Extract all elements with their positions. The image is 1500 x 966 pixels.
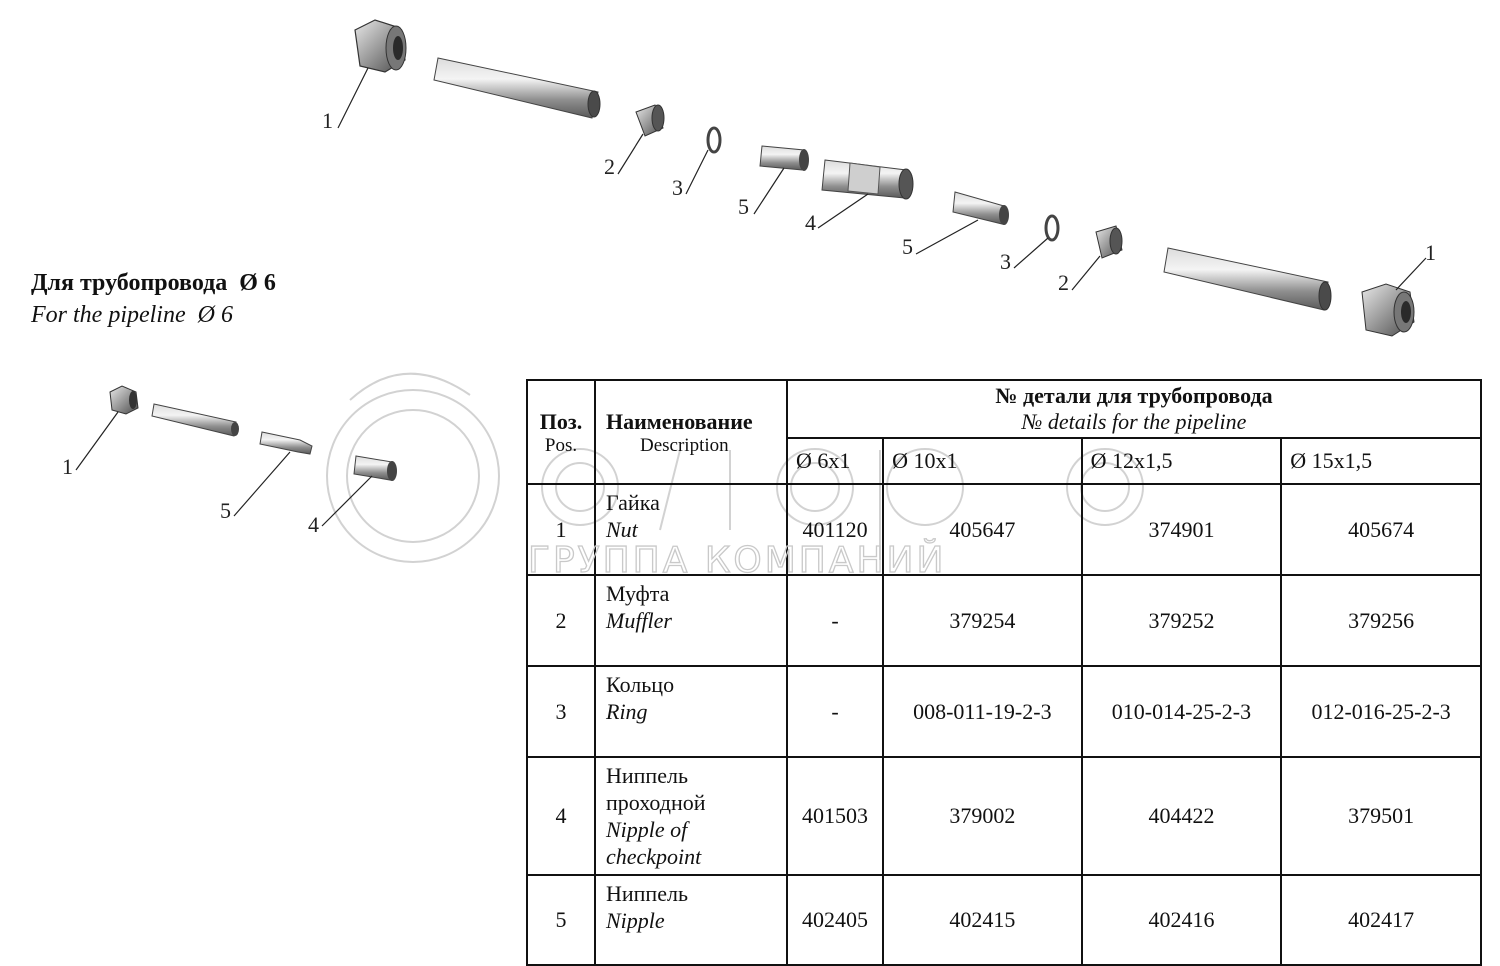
pos-cell: 5 xyxy=(527,875,595,965)
pos-header-en: Pos. xyxy=(544,435,578,456)
desc-header xyxy=(595,380,787,484)
callout-label: 4 xyxy=(308,512,319,537)
pipeline-title-ru: Для трубопровода Ø 6 xyxy=(31,270,276,296)
table-row xyxy=(527,875,1481,965)
callout-label: 5 xyxy=(738,194,749,219)
part-number-cell: 379002 xyxy=(883,757,1082,875)
desc-en: Nut xyxy=(606,517,638,542)
part-number-cell: 379252 xyxy=(1082,575,1282,666)
callout-label: 3 xyxy=(672,175,683,200)
part-number-cell: 405647 xyxy=(883,484,1082,575)
desc-ru: Гайка xyxy=(606,490,660,515)
checkpoint-nipple-part xyxy=(822,160,913,199)
part-number-cell: - xyxy=(787,575,883,666)
desc-en: Nipple of checkpoint xyxy=(606,817,702,869)
ring-part xyxy=(1046,216,1058,240)
ring-part xyxy=(708,128,720,152)
pos-cell: 1 xyxy=(527,484,595,575)
diameter-header: Ø 12x1,5 xyxy=(1082,438,1282,484)
muffler-part xyxy=(636,105,664,136)
pos-cell: 4 xyxy=(527,757,595,875)
desc-ru: Ниппель xyxy=(606,881,688,906)
watermark-tagline: ГРУППА КОМПАНИЙ xyxy=(528,540,947,581)
nut-part xyxy=(1362,284,1414,336)
part-number-cell: 402405 xyxy=(787,875,883,965)
desc-header-ru: Наименование xyxy=(606,409,753,434)
desc-en: Nipple xyxy=(606,908,665,933)
pos-header xyxy=(527,380,595,484)
muffler-part xyxy=(1096,226,1122,258)
desc-ru: Кольцо xyxy=(606,672,675,697)
callout-label: 2 xyxy=(604,154,615,179)
callout-label: 1 xyxy=(62,454,73,479)
part-number-cell: 379256 xyxy=(1281,575,1481,666)
callouts-top xyxy=(322,108,1436,295)
diameter-header: Ø 15x1,5 xyxy=(1281,438,1481,484)
callout-label: 1 xyxy=(1425,240,1436,265)
pipe-part-small xyxy=(152,404,239,436)
nipple-part-small xyxy=(260,432,312,454)
diameter-header: Ø 6x1 xyxy=(787,438,883,484)
callout-label: 5 xyxy=(902,234,913,259)
callout-label: 4 xyxy=(805,210,816,235)
part-number-cell: - xyxy=(787,666,883,757)
part-number-cell: 401503 xyxy=(787,757,883,875)
parts-table xyxy=(526,379,1482,966)
callout-label: 5 xyxy=(220,498,231,523)
desc-cell xyxy=(595,666,787,757)
desc-cell xyxy=(595,875,787,965)
desc-ru: Муфта xyxy=(606,581,670,606)
nut-part xyxy=(355,20,406,72)
part-number-cell: 405674 xyxy=(1281,484,1481,575)
callout-label: 2 xyxy=(1058,270,1069,295)
diameter-header: Ø 10x1 xyxy=(883,438,1082,484)
pos-header-ru: Поз. xyxy=(539,409,583,434)
desc-ru: Ниппель проходной xyxy=(606,763,706,815)
nipple-part xyxy=(760,146,809,171)
table-row xyxy=(527,575,1481,666)
pipe-part xyxy=(1164,248,1331,310)
group-header-ru: № детали для трубопровода xyxy=(995,383,1273,408)
part-number-cell: 404422 xyxy=(1082,757,1282,875)
part-number-cell: 401120 xyxy=(787,484,883,575)
pipeline-title-en: For the pipeline Ø 6 xyxy=(31,302,233,328)
table-row xyxy=(527,757,1481,875)
group-header-en: № details for the pipeline xyxy=(1021,409,1247,434)
group-header xyxy=(787,380,1481,438)
callout-label: 1 xyxy=(322,108,333,133)
desc-cell xyxy=(595,575,787,666)
pos-cell: 3 xyxy=(527,666,595,757)
part-number-cell: 402415 xyxy=(883,875,1082,965)
desc-cell xyxy=(595,757,787,875)
nipple-part xyxy=(953,192,1009,225)
pipe-part xyxy=(434,58,600,118)
desc-header-en: Description xyxy=(640,435,729,456)
callout-label: 3 xyxy=(1000,249,1011,274)
checkpoint-nipple-part-small xyxy=(354,456,397,481)
table-header-row xyxy=(527,380,1481,438)
pos-cell: 2 xyxy=(527,575,595,666)
part-number-cell: 010-014-25-2-3 xyxy=(1082,666,1282,757)
table-row xyxy=(527,666,1481,757)
part-number-cell: 012-016-25-2-3 xyxy=(1281,666,1481,757)
part-number-cell: 374901 xyxy=(1082,484,1282,575)
part-number-cell: 008-011-19-2-3 xyxy=(883,666,1082,757)
desc-en: Ring xyxy=(606,699,648,724)
part-number-cell: 402416 xyxy=(1082,875,1282,965)
part-number-cell: 402417 xyxy=(1281,875,1481,965)
callouts-left xyxy=(62,454,319,537)
part-number-cell: 379501 xyxy=(1281,757,1481,875)
part-number-cell: 379254 xyxy=(883,575,1082,666)
desc-en: Muffler xyxy=(606,608,672,633)
nut-part-small xyxy=(110,386,138,414)
